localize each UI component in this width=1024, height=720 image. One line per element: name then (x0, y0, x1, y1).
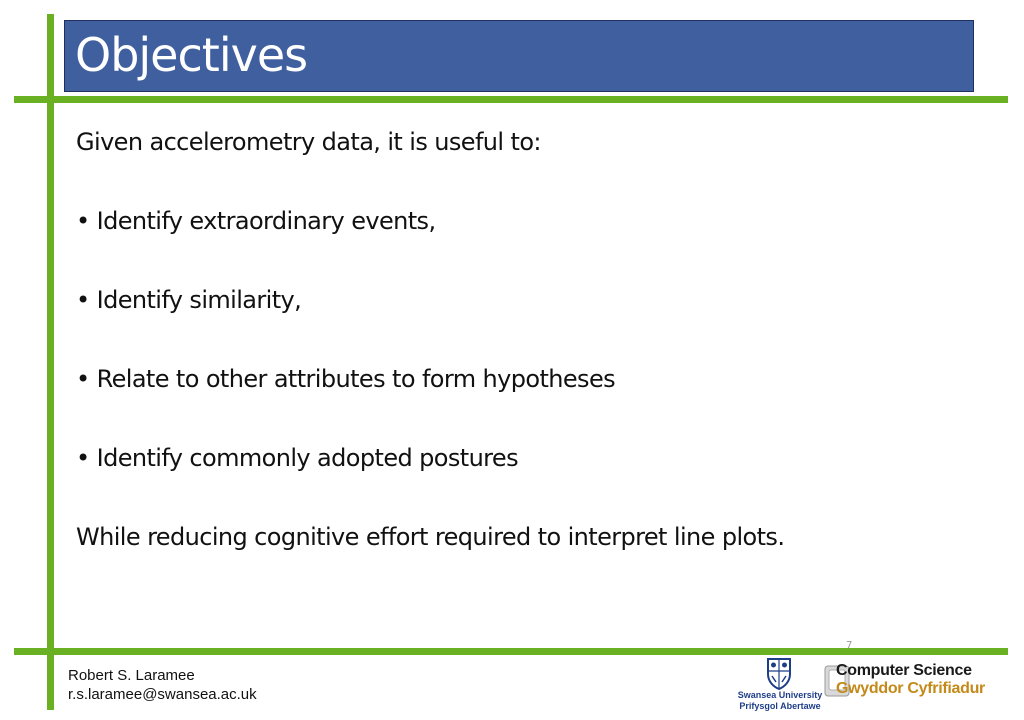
green-top-rule (14, 96, 1008, 103)
closing-line: While reducing cognitive effort required to interpret line plots. (76, 523, 785, 551)
bullet-item: • Identify extraordinary events, (76, 207, 436, 235)
university-name-welsh: Prifysgol Abertawe (739, 701, 821, 711)
crest-icon (765, 656, 793, 690)
department-name: Computer Science (836, 662, 972, 679)
title-bar (64, 20, 974, 92)
slide-title: Objectives (75, 28, 308, 82)
computer-science-logo (824, 660, 1004, 704)
department-name-welsh: Gwyddor Cyfrifiadur (836, 680, 985, 697)
bullet-item: • Identify similarity, (76, 286, 302, 314)
author-name: Robert S. Laramee (68, 667, 195, 684)
university-name: Swansea University (737, 690, 823, 700)
author-email: r.s.laramee@swansea.ac.uk (68, 686, 257, 703)
bullet-item: • Identify commonly adopted postures (76, 444, 518, 472)
green-bottom-rule (14, 648, 1008, 655)
page-number: 7 (846, 640, 853, 651)
slide-body (76, 124, 976, 598)
intro-line: Given accelerometry data, it is useful to: (76, 128, 541, 156)
swansea-university-logo (736, 656, 824, 714)
green-vertical-rule (47, 14, 54, 710)
bullet-item: • Relate to other attributes to form hypotheses (76, 365, 616, 393)
